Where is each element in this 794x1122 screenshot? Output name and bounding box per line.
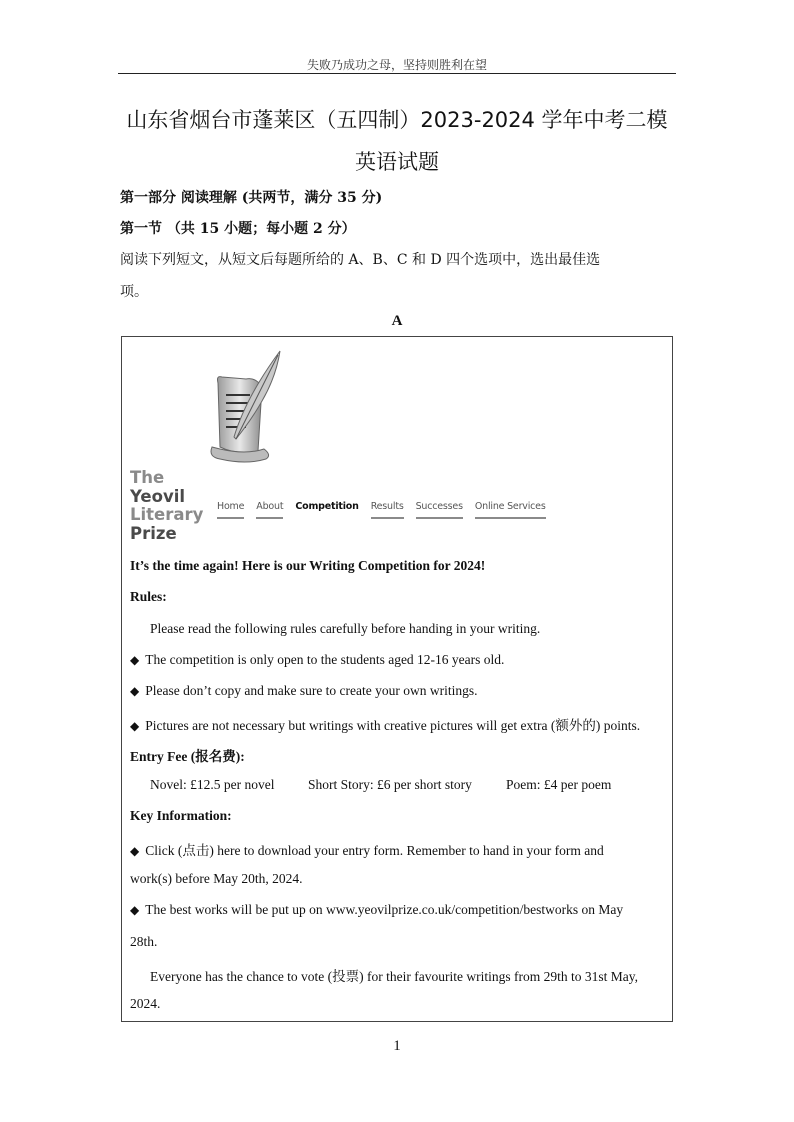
nav-home[interactable]: Home xyxy=(217,501,244,519)
section-heading: 第一节 （共 15 小题；每小题 2 分） xyxy=(120,221,356,237)
key-info-continued: work(s) before May 20th, 2024. xyxy=(130,871,303,886)
rule-text: Pictures are not necessary but writings with creative pictures will get extra (额外的) points. xyxy=(145,718,641,733)
nav-results[interactable]: Results xyxy=(371,501,404,519)
diamond-bullet-icon: ◆ xyxy=(130,903,140,917)
passage-label: A xyxy=(391,313,403,329)
nav-online-services[interactable]: Online Services xyxy=(475,501,546,519)
bestworks-text: The best works will be put up on www.yeovilprize.co.uk/competition/bestworks on May xyxy=(145,902,624,917)
logo-word-literary: Literary xyxy=(130,505,204,524)
diamond-bullet-icon: ◆ xyxy=(130,844,140,858)
directions-line-2: 项。 xyxy=(120,284,148,300)
nav-successes[interactable]: Successes xyxy=(416,501,463,519)
part-heading: 第一部分 阅读理解 (共两节，满分 35 分) xyxy=(120,190,383,206)
fee-row xyxy=(150,777,611,793)
page-number: 1 xyxy=(393,1038,401,1054)
diamond-bullet-icon: ◆ xyxy=(130,684,140,698)
diamond-bullet-icon: ◆ xyxy=(130,719,140,733)
nav-competition[interactable]: Competition xyxy=(295,501,359,512)
advertisement-box xyxy=(121,336,673,1022)
site-nav xyxy=(217,501,558,519)
key-info-item xyxy=(130,902,623,918)
rules-heading: Rules: xyxy=(130,589,167,604)
rule-item xyxy=(130,683,478,699)
exam-title: 山东省烟台市蓬莱区（五四制）2023-2024 学年中考二模 xyxy=(126,108,668,132)
header-motto: 失败乃成功之母，坚持则胜利在望 xyxy=(306,58,487,72)
rule-text: The competition is only open to the students aged 12-16 years old. xyxy=(145,652,505,667)
fee-short-story: Short Story: £6 per short story xyxy=(308,777,472,792)
header-rule xyxy=(118,73,676,74)
yeovil-literary-prize-logo xyxy=(130,469,203,543)
rule-text: Please don’t copy and make sure to create your own writings. xyxy=(145,683,478,698)
logo-word-the: The xyxy=(130,468,165,487)
directions-line-1: 阅读下列短文，从短文后每题所给的 A、B、C 和 D 四个选项中，选出最佳选 xyxy=(120,252,601,268)
rule-item xyxy=(130,652,504,668)
vote-text: Everyone has the chance to vote (投票) for their favourite writings from 29th to 31st May, xyxy=(150,969,638,984)
download-link-text[interactable]: Click (点击) here to download your entry form. Remember to hand in your form and xyxy=(145,843,604,858)
fee-novel: Novel: £12.5 per novel xyxy=(150,777,275,792)
vote-text-continued: 2024. xyxy=(130,996,161,1011)
key-info-heading: Key Information: xyxy=(130,808,232,823)
ad-headline: It’s the time again! Here is our Writing Competition for 2024! xyxy=(130,558,486,573)
diamond-bullet-icon: ◆ xyxy=(130,653,140,667)
quill-scroll-icon xyxy=(206,347,286,467)
fee-poem: Poem: £4 per poem xyxy=(506,777,612,792)
logo-word-prize: Prize xyxy=(130,523,177,543)
nav-about[interactable]: About xyxy=(256,501,283,519)
key-info-continued: 28th. xyxy=(130,934,158,949)
exam-subtitle: 英语试题 xyxy=(355,150,439,174)
rule-item xyxy=(130,714,640,734)
key-info-item xyxy=(130,839,604,859)
rules-intro: Please read the following rules carefully before handing in your writing. xyxy=(150,621,541,636)
entry-fee-heading: Entry Fee (报名费): xyxy=(130,749,245,764)
logo-word-yeovil: Yeovil xyxy=(130,486,186,506)
